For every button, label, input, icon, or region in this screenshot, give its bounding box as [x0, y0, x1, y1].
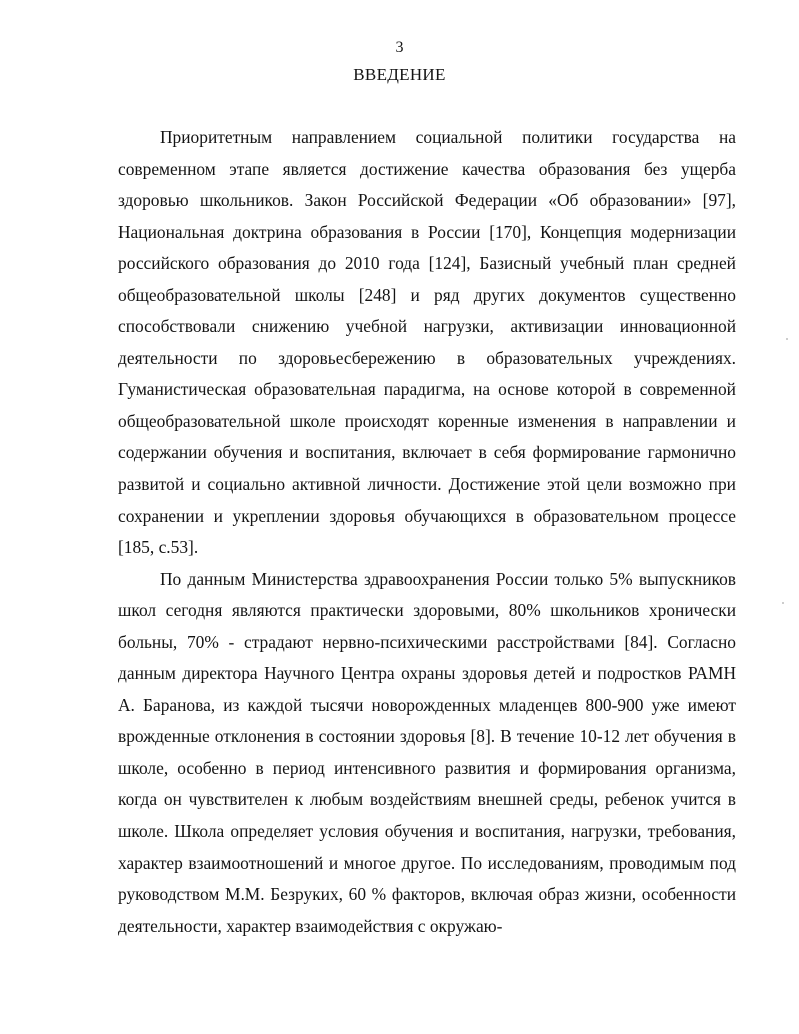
- body-text: [118, 122, 736, 942]
- section-title: ВВЕДЕНИЕ: [353, 65, 446, 84]
- page-number: 3: [395, 39, 404, 56]
- paragraph-2: По данным Министерства здравоохранения России только 5% выпускников школ сегодня являются практически здоровыми, 80% школьников хронически больны, 70% - страдают нервно-психическими расстройствами [84]. Согласно данным директора Научного Центра охраны здоровья детей и подростков РАМН А. Баранова, из каждой тысячи новорожденных младенцев 800-900 уже имеют врожденные отклонения в состоянии здоровья [8]. В течение 10-12 лет обучения в школе, особенно в период интенсивного развития и формирования организма, когда он чувствителен к любым воздействиям внешней среды, ребенок учится в школе. Школа определяет условия обучения и воспитания, нагрузки, требования, характер взаимоотношений и многое другое. По исследованиям, проводимым под руководством М.М. Безруких, 60 % факторов, включая образ жизни, особенности деятельности, характер взаимодействия с окружаю-: [118, 568, 736, 936]
- scan-speck: [782, 602, 784, 604]
- scan-speck: [786, 338, 788, 340]
- paragraph-1: Приоритетным направлением социальной политики государства на современном этапе является достижение качества образования без ущерба здоровью школьников. Закон Российской Федерации «Об образовании» [97], Национальная доктрина образования в России [170], Концепция модернизации российского образования до 2010 года [124], Базисный учебный план средней общеобразовательной школы [248] и ряд других документов существенно способствовали снижению учебной нагрузки, активизации инновационной деятельности по здоровьесбережению в образовательных учреждениях. Гуманистическая образовательная парадигма, на основе которой в современной общеобразовательной школе происходят коренные изменения в направлении и содержании обучения и воспитания, включает в себя формирование гармонично развитой и социально активной личности. Достижение этой цели возможно при сохранении и укреплении здоровья обучающихся в образовательном процессе [185, с.53].: [118, 127, 736, 558]
